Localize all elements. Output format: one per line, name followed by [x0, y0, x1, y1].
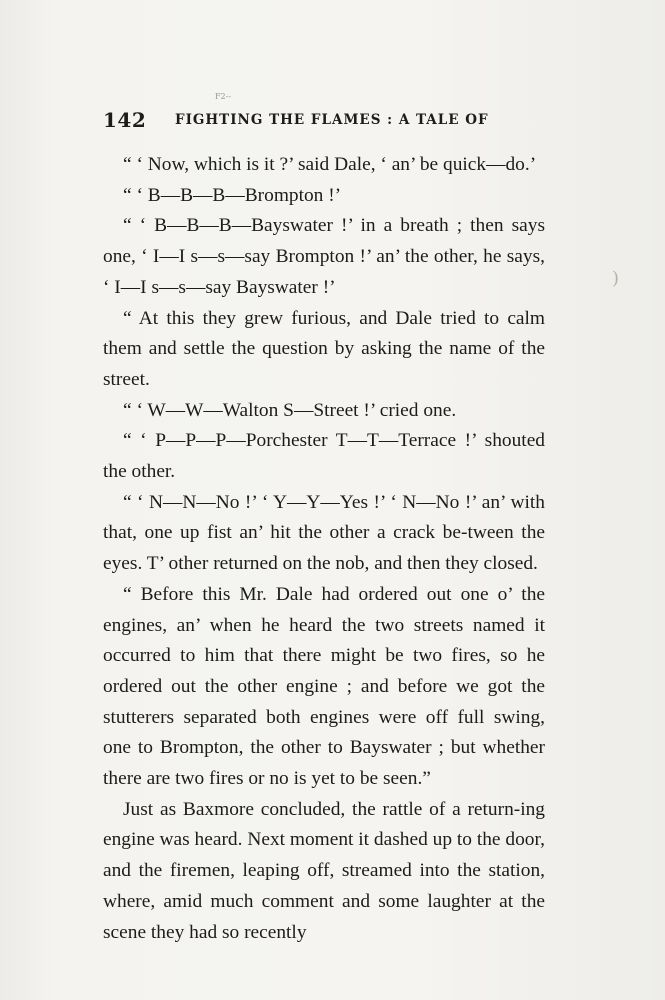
paragraph: “ ‘ W—W—Walton S—Street !’ cried one.: [123, 399, 457, 421]
marginal-pencil-mark: F2--: [215, 92, 232, 101]
paragraph: “ ‘ B—B—B—Brompton !’: [123, 184, 342, 206]
paragraph: “ ‘ B—B—B—Bayswater !’ in a breath ; then says one, ‘ I—I s—s—say Brompton !’ an’ the other, he says, ‘ I—I s—s—say Bayswater !’: [103, 215, 545, 298]
paragraph: “ Before this Mr. Dale had ordered out one o’ the engines, an’ when he heard the two streets named it occurred to him that there might be two fires, so he ordered out the other engine ; and before we got the stutterers separated both engines were off full swing, one to Brompton, the other to Bayswater ; but whether there are two fires or no is yet to be seen.”: [103, 583, 545, 790]
paragraph: “ ‘ Now, which is it ?’ said Dale, ‘ an’ be quick—do.’: [123, 154, 537, 175]
paragraph: “ ‘ P—P—P—Porchester T—T—Terrace !’ shouted the other.: [103, 430, 545, 483]
page-edge-mark: ): [612, 268, 620, 289]
body-text: [103, 150, 545, 948]
page-number: 142: [103, 108, 147, 132]
paragraph: Just as Baxmore concluded, the rattle of a return-ing engine was heard. Next moment it dashed up to the door, and the firemen, leaping off, streamed into the station, where, amid much comment and some laughter at the scene they had so recently: [103, 798, 545, 943]
paragraph: “ ‘ N—N—No !’ ‘ Y—Y—Yes !’ ‘ N—No !’ an’ with that, one up fist an’ hit the other a crack be-tween the eyes. T’ other returned on the nob, and then they closed.: [103, 491, 545, 575]
running-head: FIGHTING THE FLAMES : A TALE OF: [175, 112, 489, 128]
paragraph: “ At this they grew furious, and Dale tried to calm them and settle the question by asking the name of the street.: [103, 307, 545, 390]
page-header: [103, 108, 543, 134]
